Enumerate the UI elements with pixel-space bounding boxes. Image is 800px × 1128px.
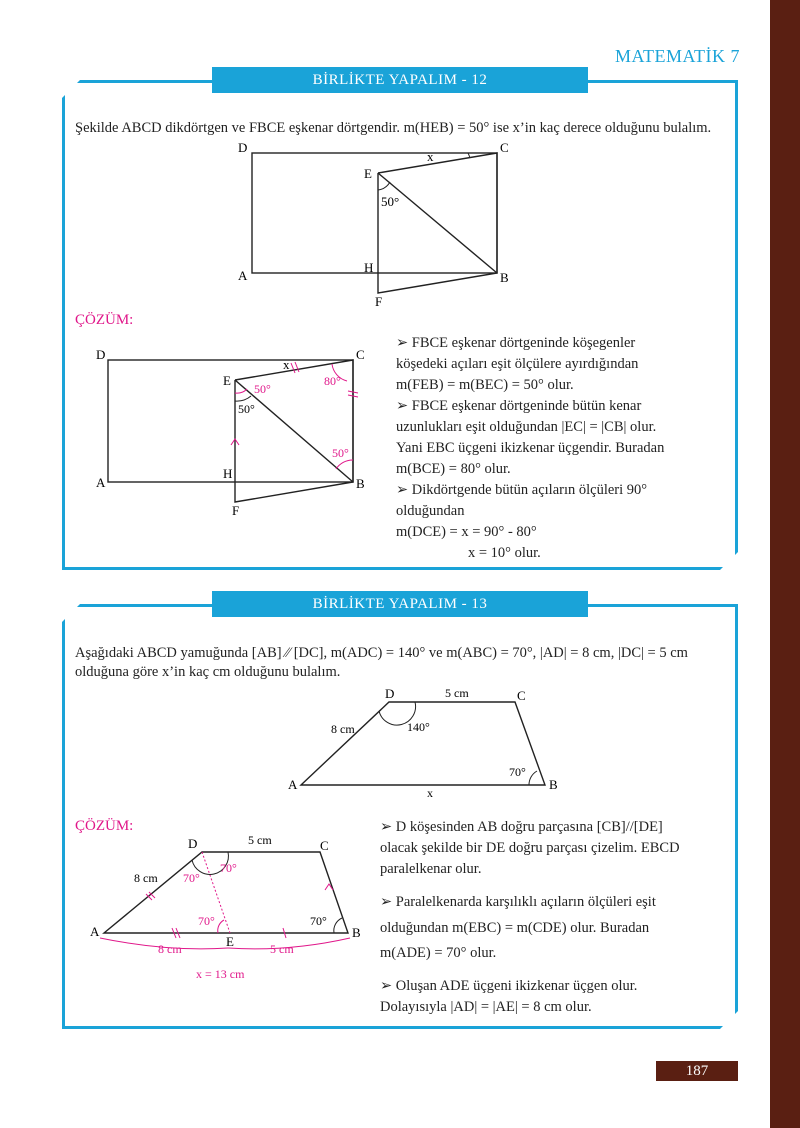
fig4-label-C: C	[320, 838, 329, 853]
page-sidebar	[770, 0, 800, 1128]
s13-step-7: Dolayısıyla |AD| = |AE| = 8 cm olur.	[380, 999, 592, 1015]
section-12-problem: Şekilde ABCD dikdörtgen ve FBCE eşkenar dörtgendir. m(HEB) = 50° ise x’in kaç derece olduğunu bulalım.	[75, 120, 712, 136]
fig4-label-70a: 70°	[183, 871, 200, 885]
fig4-label-ad: 8 cm	[134, 871, 158, 885]
section-12-solution-figure	[92, 345, 382, 520]
fig2-label-H: H	[223, 466, 233, 481]
fig3-label-B: B	[549, 777, 558, 792]
fig2-label-C: C	[356, 347, 365, 362]
section-13-figure	[285, 685, 565, 800]
fig3-label-70: 70°	[509, 765, 526, 779]
fig2-label-x: x	[283, 357, 290, 372]
fig2-label-D: D	[96, 347, 106, 362]
fig4-label-70c: 70°	[198, 914, 215, 928]
fig4-label-70d: 70°	[310, 914, 327, 928]
fig3-label-C: C	[517, 688, 526, 703]
section-13-problem-line1: Aşağıdaki ABCD yamuğunda [AB] ∕∕ [DC], m(ADC) = 140° ve m(ABC) = 70°, |AD| = 8 cm, |DC| = 5 cm	[75, 645, 688, 661]
section-13-solution-figure	[88, 830, 373, 985]
header-title: MATEMATİK 7	[615, 46, 740, 66]
fig4-label-D: D	[188, 836, 198, 851]
fig2-label-E: E	[223, 373, 231, 388]
fig4-label-70b: 70°	[220, 861, 237, 875]
fig3-label-D: D	[385, 686, 395, 701]
fig2-label-B: B	[356, 476, 365, 491]
fig1-label-E: E	[364, 166, 372, 181]
fig1-label-H: H	[364, 260, 374, 275]
section-12-banner: BİRLİKTE YAPALIM - 12	[212, 67, 588, 93]
s13-step-6: ➢ Oluşan ADE üçgeni ikizkenar üçgen olur.	[380, 978, 638, 994]
s12-step-7: ➢ Dikdörtgende bütün açıların ölçüleri 90°	[396, 482, 648, 498]
fig1-label-A: A	[238, 268, 248, 283]
s12-step-5: Yani EBC üçgeni ikizkenar üçgendir. Buradan	[396, 440, 665, 456]
s12-step-9: m(DCE) = x = 90° - 80°	[396, 524, 537, 540]
fig4-label-dc: 5 cm	[248, 833, 272, 847]
fig1-label-C: C	[500, 140, 509, 155]
fig3-label-140: 140°	[407, 720, 430, 734]
s12-step-0: ➢ FBCE eşkenar dörtgeninde köşegenler	[396, 335, 636, 351]
fig2-label-50b: 50°	[238, 402, 255, 416]
fig1-label-B: B	[500, 270, 509, 285]
fig1-label-x: x	[427, 149, 434, 164]
s13-step-0: ➢ D köşesinden AB doğru parçasına [CB]//[DE]	[380, 819, 663, 835]
fig1-label-D: D	[238, 140, 248, 155]
fig4-label-E: E	[226, 934, 234, 949]
s13-step-5: m(ADE) = 70° olur.	[380, 945, 497, 961]
fig2-label-80: 80°	[324, 374, 341, 388]
s13-step-2: paralelkenar olur.	[380, 861, 482, 877]
page-number: 187	[656, 1061, 738, 1081]
s12-step-1: köşedeki açıları eşit ölçülere ayırdığından	[396, 356, 639, 372]
fig3-label-x: x	[427, 786, 433, 800]
s12-step-8: olduğundan	[396, 503, 465, 519]
fig4-label-A: A	[90, 924, 100, 939]
s12-step-10: x = 10° olur.	[468, 545, 541, 561]
section-13-solution-label: ÇÖZÜM:	[75, 818, 134, 834]
section-13-banner: BİRLİKTE YAPALIM - 13	[212, 591, 588, 617]
fig3-label-dc: 5 cm	[445, 686, 469, 700]
fig1-label-50: 50°	[381, 194, 400, 209]
fig1-label-F: F	[375, 294, 383, 309]
s13-step-4: olduğundan m(EBC) = m(CDE) olur. Buradan	[380, 920, 650, 936]
s13-step-3: ➢ Paralelkenarda karşılıklı açıların ölçüleri eşit	[380, 894, 656, 910]
fig4-label-B: B	[352, 925, 361, 940]
fig3-label-ad: 8 cm	[331, 722, 355, 736]
fig2-label-50a: 50°	[254, 382, 271, 396]
fig4-label-xval: x = 13 cm	[196, 967, 245, 981]
section-12-figure	[230, 140, 520, 310]
fig4-label-ae: 8 cm	[158, 942, 182, 956]
fig2-label-A: A	[96, 475, 106, 490]
s12-step-4: uzunlukları eşit olduğundan |EC| = |CB| olur.	[396, 419, 657, 435]
s12-step-2: m(FEB) = m(BEC) = 50° olur.	[396, 377, 574, 393]
fig4-label-eb: 5 cm	[270, 942, 294, 956]
fig2-label-50c: 50°	[332, 446, 349, 460]
s12-step-6: m(BCE) = 80° olur.	[396, 461, 511, 477]
section-13-problem-line2: olduğuna göre x’in kaç cm olduğunu bulalım.	[75, 664, 341, 680]
section-12-solution-label: ÇÖZÜM:	[75, 312, 134, 328]
s13-step-1: olacak şekilde bir DE doğru parçası çizelim. EBCD	[380, 840, 680, 856]
s12-step-3: ➢ FBCE eşkenar dörtgeninde bütün kenar	[396, 398, 642, 414]
fig2-label-F: F	[232, 503, 240, 518]
fig3-label-A: A	[288, 777, 298, 792]
